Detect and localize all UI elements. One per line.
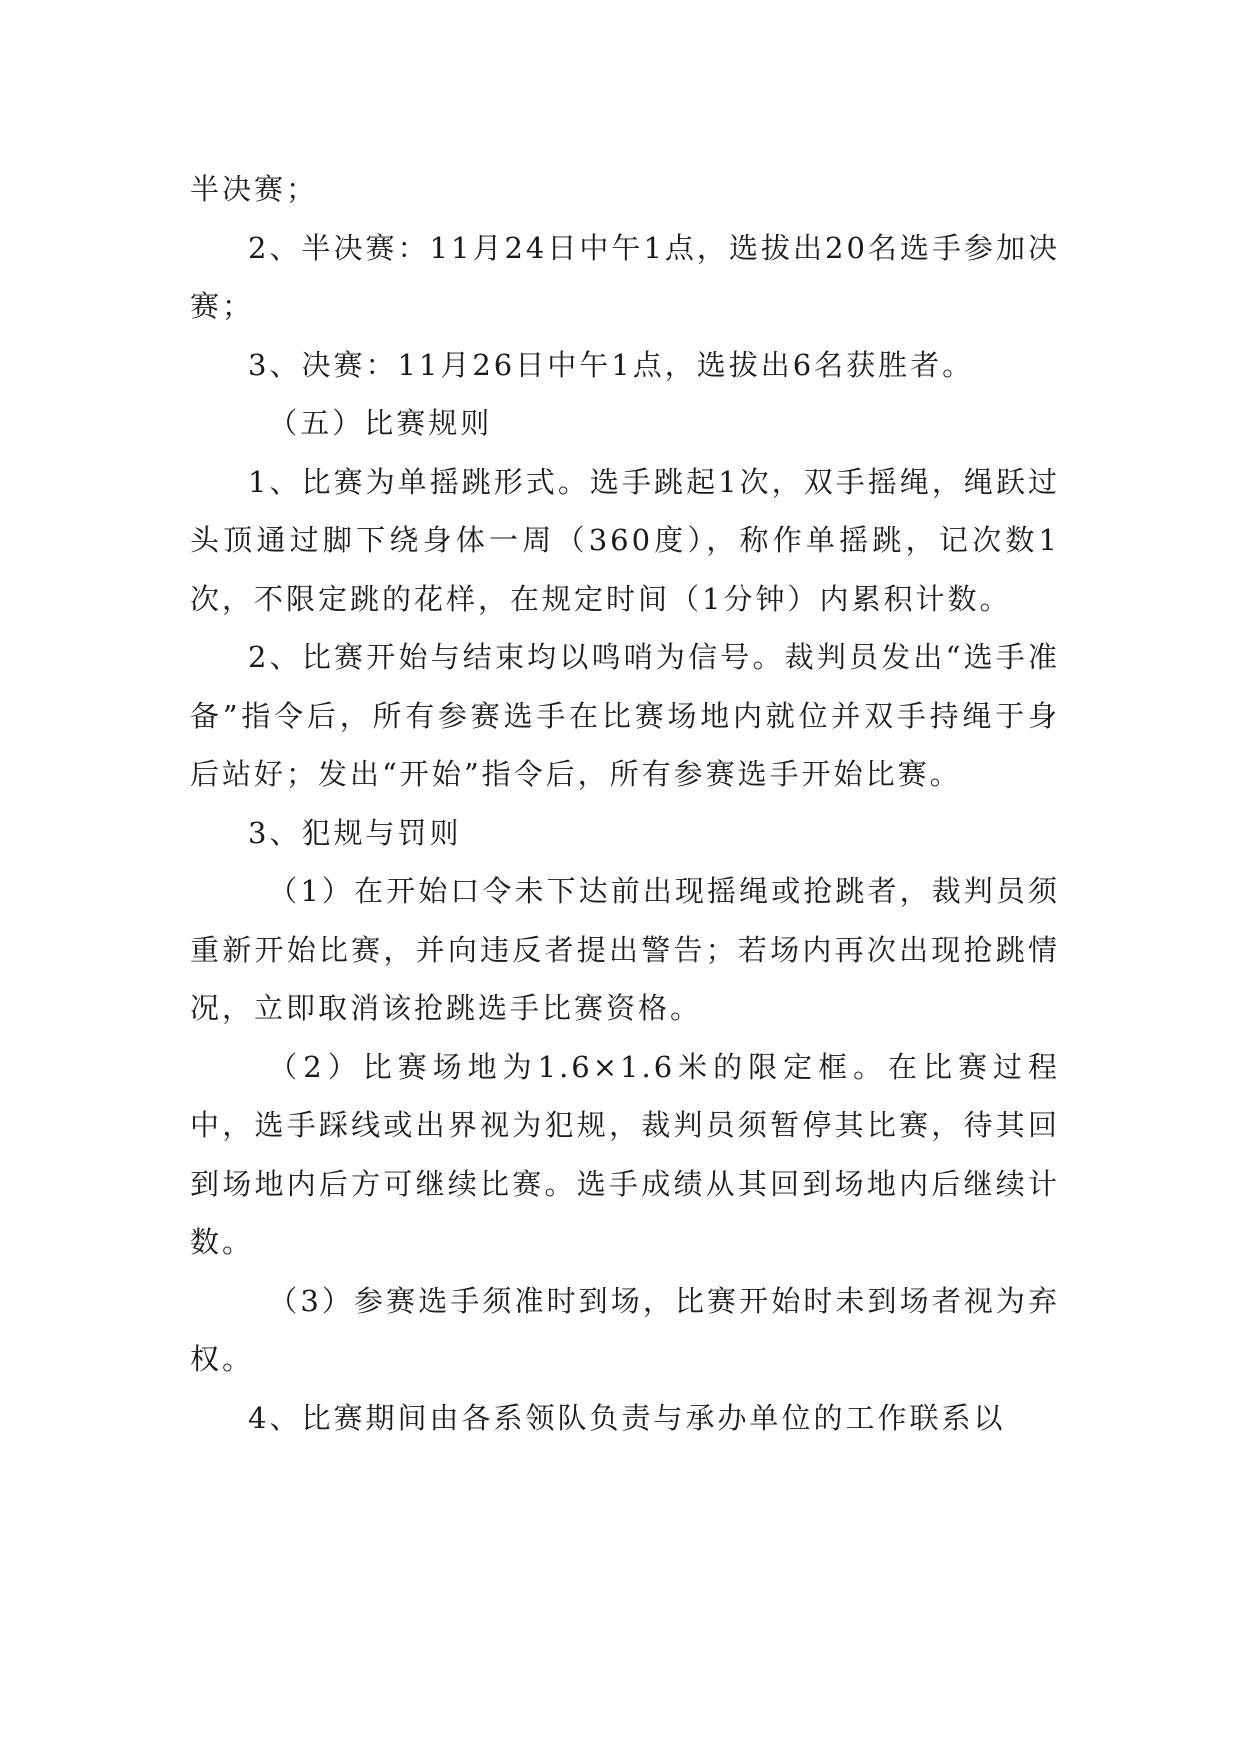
section-heading-rules: （五）比赛规则 [268, 406, 493, 440]
paragraph-rule-3-3: （3）参赛选手须准时到场，比赛开始时未到场者视为弃权。 [190, 1283, 1060, 1376]
paragraph-rule-3-heading: 3、犯规与罚则 [248, 815, 462, 850]
paragraph-semifinal: 2、半决赛：11月24日中午1点，选拔出20名选手参加决赛； [190, 230, 1060, 323]
paragraph-rule-1: 1、比赛为单摇跳形式。选手跳起1次，双手摇绳，绳跃过头顶通过脚下绕身体一周（360度），称作单摇跳，记次数1次，不限定跳的花样，在规定时间（1分钟）内累积计数。 [190, 464, 1060, 616]
paragraph-rule-2: 2、比赛开始与结束均以鸣哨为信号。裁判员发出“选手准备”指令后，所有参赛选手在比赛场地内就位并双手持绳于身后站好；发出“开始”指令后，所有参赛选手开始比赛。 [190, 640, 1060, 791]
paragraph-rule-3-2: （2）比赛场地为1.6×1.6米的限定框。在比赛过程中，选手踩线或出界视为犯规，裁判员须暂停其比赛，待其回到场地内后方可继续比赛。选手成绩从其回到场地内后继续计数。 [190, 1049, 1060, 1259]
paragraph-rule-4: 4、比赛期间由各系领队负责与承办单位的工作联系以 [248, 1400, 1006, 1435]
document-body [190, 160, 1060, 1447]
paragraph-final: 3、决赛：11月26日中午1点，选拔出6名获胜者。 [248, 347, 975, 382]
paragraph-rule-3-1: （1）在开始口令未下达前出现摇绳或抢跳者，裁判员须重新开始比赛，并向违反者提出警告；若场内再次出现抢跳情况，立即取消该抢跳选手比赛资格。 [190, 874, 1060, 1025]
paragraph-semifinal-continuation: 半决赛； [190, 172, 319, 206]
